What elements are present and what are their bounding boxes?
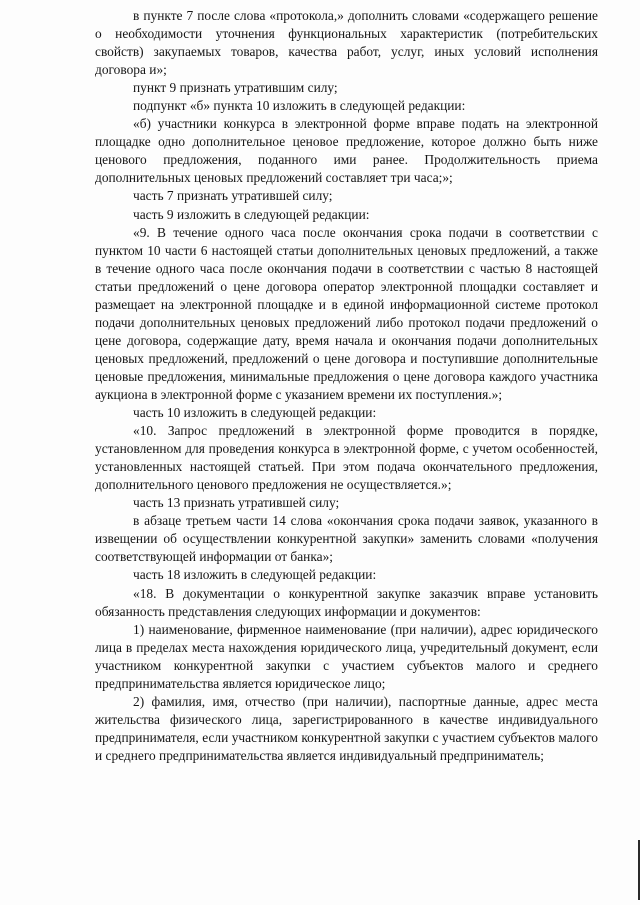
paragraph: «б) участники конкурса в электронной форме вправе подать на электронной площадке одно дополнительное ценовое предложение, которое должно быть ниже ценового предложения, поданного ими ранее. Продолжительность приема дополнительных ценовых предложений составляет три часа;»; [95, 116, 598, 186]
document-body [95, 7, 598, 765]
paragraph: 1) наименование, фирменное наименование (при наличии), адрес юридического лица в пределах места нахождения юридического лица, учредительный документ, если участником конкурентной закупки с участием субъектов малого и среднего предпринимательства является юридическое лицо; [95, 621, 598, 691]
paragraph: часть 13 признать утратившей силу; [133, 495, 340, 511]
paragraph: подпункт «б» пункта 10 изложить в следующей редакции: [133, 98, 466, 114]
paragraph: часть 18 изложить в следующей редакции: [133, 567, 377, 583]
paragraph: часть 10 изложить в следующей редакции: [133, 405, 377, 421]
paragraph: часть 7 признать утратившей силу; [133, 188, 333, 204]
paragraph: «18. В документации о конкурентной закупке заказчик вправе установить обязанность представления следующих информации и документов: [95, 585, 598, 619]
paragraph: в пункте 7 после слова «протокола,» дополнить словами «содержащего решение о необходимости уточнения функциональных характеристик (потребительских свойств) закупаемых товаров, качества работ, услуг, иных условий исполнения договора и»; [95, 8, 598, 78]
paragraph: в абзаце третьем части 14 слова «окончания срока подачи заявок, указанного в извещении об осуществлении конкурентной закупки» заменить словами «получения соответствующей информации от банка»; [95, 513, 598, 565]
paragraph: 2) фамилия, имя, отчество (при наличии), паспортные данные, адрес места жительства физического лица, зарегистрированного в качестве индивидуального предпринимателя, если участником конкурентной закупки с участием субъектов малого и среднего предпринимательства является индивидуальный предприниматель; [95, 693, 598, 763]
paragraph: часть 9 изложить в следующей редакции: [133, 206, 370, 222]
paragraph: «10. Запрос предложений в электронной форме проводится в порядке, установленном для проведения конкурса в электронной форме, с учетом особенностей, установленных настоящей статьей. При этом подача окончательного предложения, дополнительного ценового предложения не осуществляется.»; [95, 423, 598, 493]
paragraph: «9. В течение одного часа после окончания срока подачи в соответствии с пунктом 10 части 6 настоящей статьи дополнительных ценовых предложений, а также в течение одного часа после окончания подачи в соответствии с частью 8 настоящей статьи предложений о цене договора оператор электронной площадки составляет и размещает на электронной площадке и в единой информационной системе протокол подачи дополнительных ценовых предложений либо протокол подачи предложений о цене договора, содержащие дату, время начала и окончания подачи дополнительных ценовых предложений, предложений о цене договора и поступившие дополнительные ценовые предложения, минимальные предложения о цене договора каждого участника аукциона в электронной форме с указанием времени их поступления.»; [95, 224, 598, 402]
paragraph: пункт 9 признать утратившим силу; [133, 80, 338, 96]
